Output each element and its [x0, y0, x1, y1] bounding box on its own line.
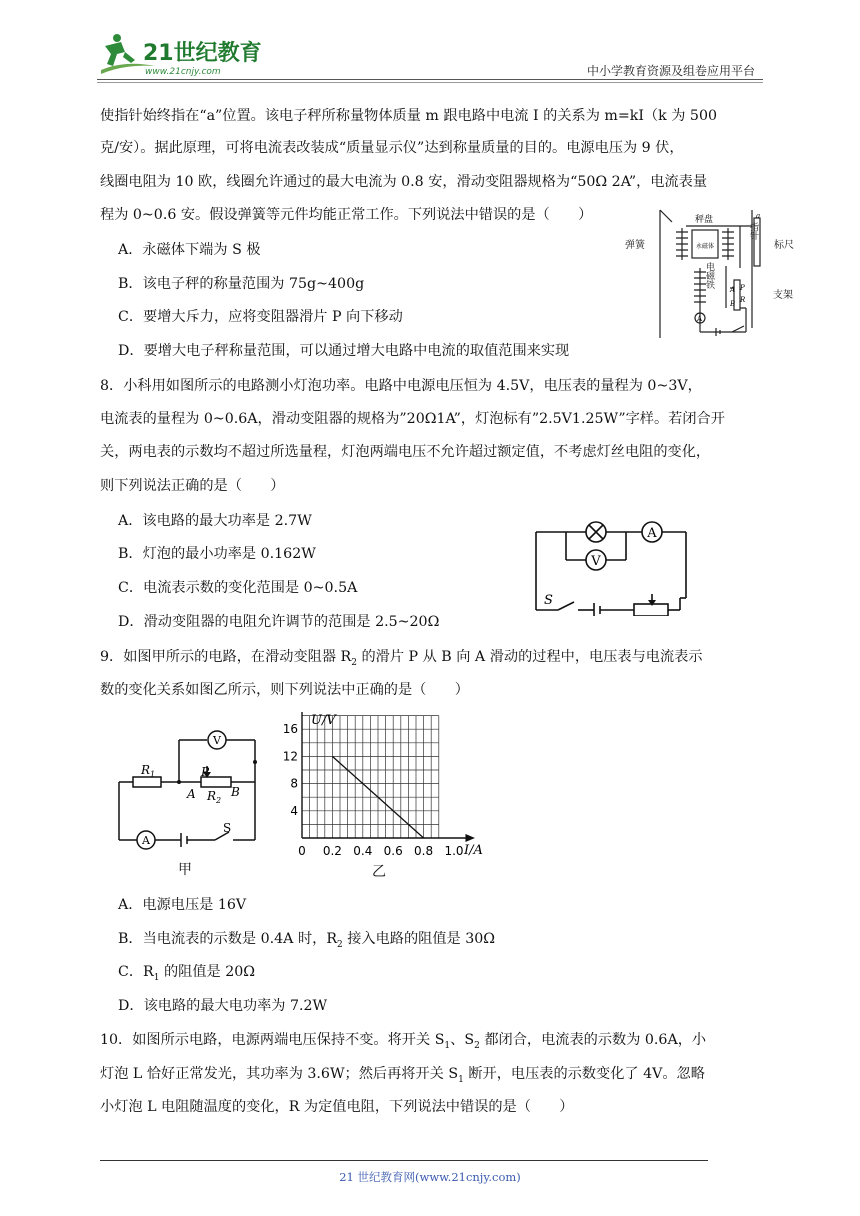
svg-text:V: V	[591, 554, 601, 569]
q8-line-3: 关，两电表的示数均不超过所选量程，灯泡两端电压不允许超过额定值，不考虑灯丝电阻的变化，	[100, 444, 711, 460]
chart-x-tick-label: 0.2	[322, 844, 342, 858]
q9-option-d[interactable]: D．该电路的最大电功率为 7.2W	[118, 998, 328, 1014]
q7-label-spring: 弹簧	[625, 240, 645, 251]
q7-label-stand: 支架	[773, 290, 793, 301]
q8-line-2: 电流表的量程为 0~0.6A，滑动变阻器的规格为”20Ω1A”，灯泡标有”2.5V1.25W”字样。若闭合开	[100, 411, 725, 427]
chart-x-tick-label: 0.8	[414, 844, 434, 858]
footer-link[interactable]: 21 世纪教育网(www.21cnjy.com)	[339, 1170, 521, 1184]
chart-x-tick-label: 0.6	[383, 844, 403, 858]
q8-line-1: 8．小科用如图所示的电路测小灯泡功率。电路中电源电压恒为 4.5V，电压表的量程为 0~3V，	[100, 378, 702, 394]
svg-text:S: S	[544, 593, 553, 608]
q7-line-1: 使指针始终指在“a”位置。该电子秤所称量物体质量 m 跟电路中电流 I 的关系为 m=kI（k 为 500	[100, 108, 717, 124]
q8-option-d[interactable]: D．滑动变阻器的电阻允许调节的范围是 2.5~20Ω	[118, 614, 440, 630]
svg-text:P: P	[740, 284, 745, 292]
q9-option-b[interactable]: B．当电流表的示数是 0.4A 时，$R_2$ 接入电路的阻值是 30Ω	[118, 931, 496, 950]
q9-line-2: 数的变化关系如图乙所示，则下列说法中正确的是（ ）	[100, 682, 469, 698]
q9-circuit-jia	[115, 722, 265, 852]
chart-y-tick-label: 12	[282, 749, 298, 764]
header-platform-text: 中小学教育资源及组卷应用平台	[586, 64, 755, 78]
chart-x-tick-label: 0	[298, 844, 306, 858]
q7-label-electromagnet: 电磁铁	[704, 262, 714, 289]
q7-label-scale: 标尺	[774, 240, 794, 251]
q8-line-4: 则下列说法正确的是（ ）	[100, 478, 285, 494]
q7-label-pointer: 指针	[748, 222, 758, 240]
svg-text:永磁体: 永磁体	[695, 243, 715, 250]
q7-option-d[interactable]: D．要增大电子秤称量范围，可以通过增大电路中电流的取值范围来实现	[118, 343, 570, 359]
q7-option-a[interactable]: A．永磁体下端为 S 极	[118, 242, 261, 258]
svg-text:A: A	[187, 787, 196, 801]
q10-line-1: 10．如图所示电路，电源两端电压保持不变。将开关 $S_1$、$S_2$ 都闭合，电流表的示数为 0.6A，小	[100, 1032, 707, 1051]
q7-option-c[interactable]: C．要增大斥力，应将变阻器滑片 P 向下移动	[118, 309, 403, 325]
svg-text:秤盘: 秤盘	[694, 215, 714, 225]
svg-text:21世纪教育: 21世纪教育	[143, 41, 262, 66]
chart-x-arrow	[466, 835, 473, 841]
q8-option-c[interactable]: C．电流表示数的变化范围是 0~0.5A	[118, 580, 358, 596]
svg-text:www.21cnjy.com: www.21cnjy.com	[145, 67, 221, 77]
q7-option-b[interactable]: B．该电子秤的称量范围为 75g~400g	[118, 276, 365, 292]
svg-text:A: A	[142, 834, 150, 847]
svg-text:A: A	[647, 526, 657, 541]
chart-x-tick-label: 0.4	[353, 844, 373, 858]
q9-caption-jia: 甲	[178, 862, 192, 878]
q9-option-a[interactable]: A．电源电压是 16V	[118, 897, 247, 913]
q7-line-2: 克/安）。据此原理，可将电流表改装成“质量显示仪”达到称量质量的目的。电源电压为 9 伏，	[100, 140, 684, 156]
site-logo[interactable]	[95, 30, 265, 80]
chart-x-tick-label: 1.0	[444, 844, 464, 858]
svg-text:B: B	[231, 785, 240, 799]
svg-text:R2: $R_2$	[207, 789, 222, 805]
svg-text:A: A	[697, 315, 703, 323]
q9-option-c[interactable]: C．$R_1$ 的阻值是 20Ω	[118, 964, 256, 983]
svg-text:A: A	[730, 286, 736, 294]
svg-text:P: P	[201, 765, 210, 779]
q10-line-3: 小灯泡 L 电阻随温度的变化，R 为定值电阻，下列说法中错误的是（ ）	[100, 1099, 574, 1115]
q8-circuit-diagram	[530, 516, 692, 616]
svg-text:R: R	[740, 296, 746, 304]
svg-text:B: B	[730, 300, 736, 308]
svg-text:V: V	[213, 734, 221, 747]
svg-text:S: S	[223, 821, 232, 835]
header-divider-thin	[97, 82, 763, 83]
svg-text:a: a	[756, 212, 761, 220]
q8-option-a[interactable]: A．该电路的最大功率是 2.7W	[118, 513, 312, 529]
q9-line-1: 9．如图甲所示的电路，在滑动变阻器 $R_2$ 的滑片 P 从 B 向 A 滑动的过程中，电压表与电流表示	[100, 649, 703, 668]
q9-xlabel: I/A	[464, 843, 483, 858]
q9-graph-yi	[280, 712, 500, 862]
svg-text:R1: $R_1$	[141, 763, 156, 779]
q9-ylabel: U/V	[311, 713, 336, 728]
q7-line-4: 程为 0~0.6 安。假设弹簧等元件均能正常工作。下列说法中错误的是（ ）	[100, 207, 593, 223]
header-divider	[97, 79, 763, 80]
q10-line-2: 灯泡 L 恰好正常发光，其功率为 3.6W；然后再将开关 $S_1$ 断开，电压表的示数变化了 4V。忽略	[100, 1066, 705, 1085]
footer-divider	[100, 1160, 708, 1161]
q9-caption-yi: 乙	[372, 864, 386, 880]
q8-option-b[interactable]: B．灯泡的最小功率是 0.162W	[118, 546, 316, 562]
chart-y-tick-label: 16	[282, 722, 298, 737]
chart-y-tick-label: 8	[290, 776, 298, 791]
q7-line-3: 线圈电阻为 10 欧，线圈允许通过的最大电流为 0.8 安，滑动变阻器规格为“50Ω 2A”，电流表量	[100, 174, 708, 190]
chart-y-tick-label: 4	[290, 803, 298, 818]
